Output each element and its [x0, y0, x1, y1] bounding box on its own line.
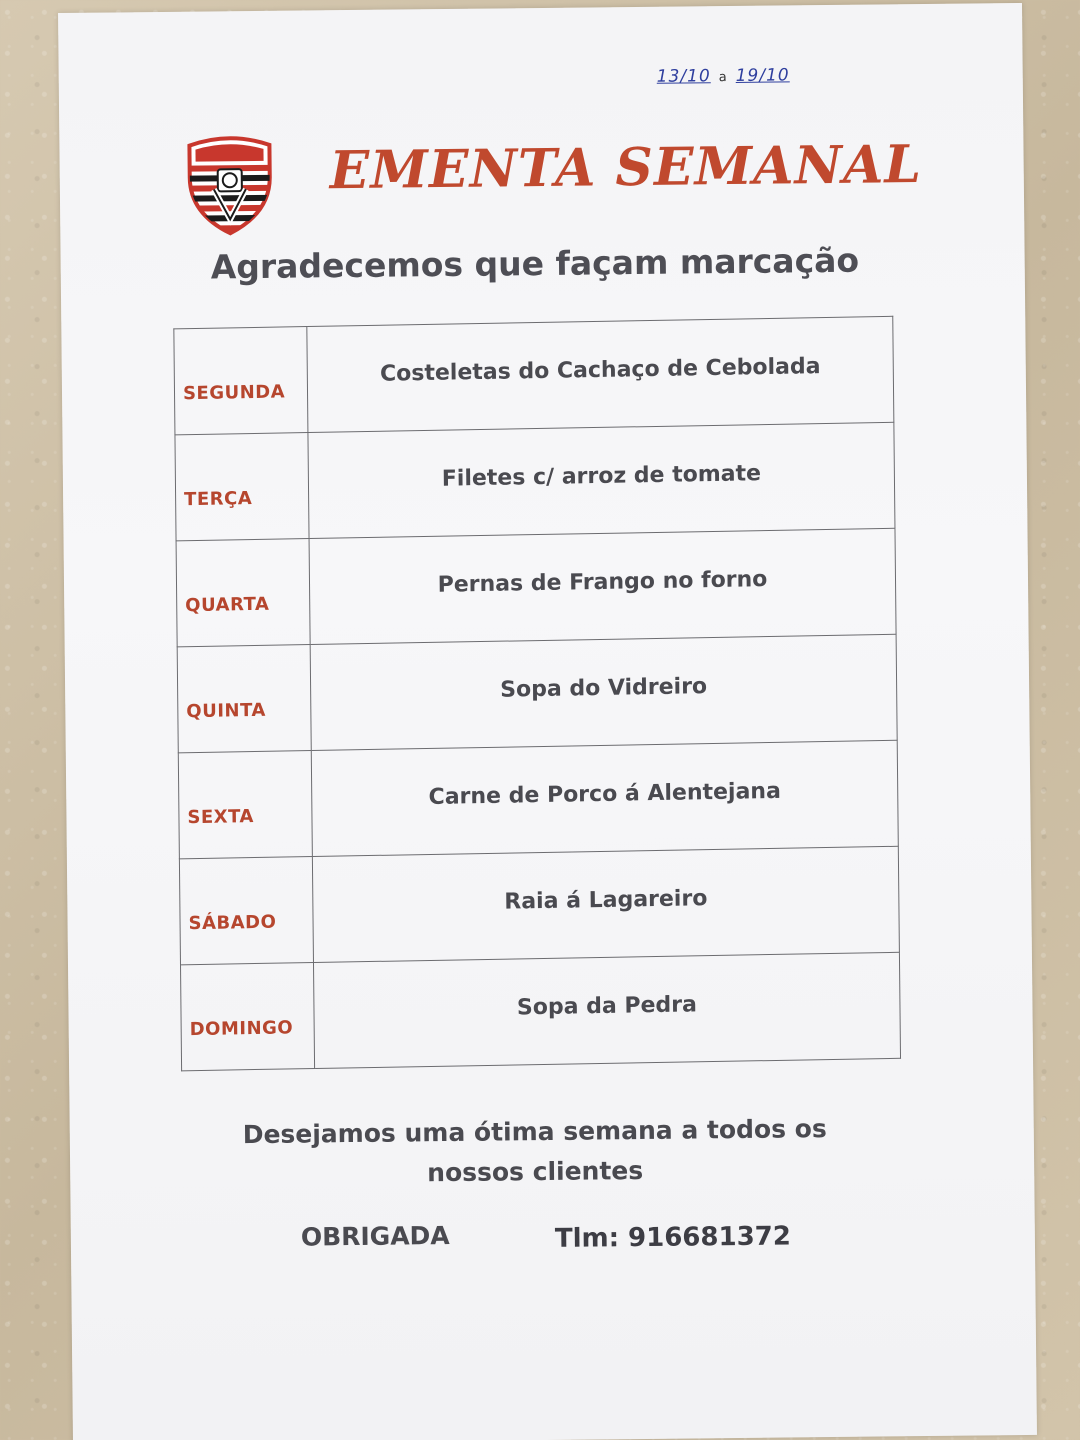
menu-row	[174, 316, 894, 435]
menu-row	[178, 740, 898, 859]
weekly-menu-table	[173, 316, 901, 1072]
date-from: 13/10	[656, 66, 711, 87]
menu-day-label: QUARTA	[176, 539, 310, 647]
menu-row	[175, 422, 895, 541]
handwritten-date-range	[657, 65, 790, 86]
phone-number: Tlm: 916681372	[554, 1221, 792, 1254]
closing-message-line: nossos clientes	[427, 1155, 644, 1188]
closing-message-line: Desejamos uma ótima semana a todos os	[242, 1114, 827, 1150]
date-to: 19/10	[735, 65, 790, 86]
menu-row	[177, 634, 897, 753]
menu-row	[180, 952, 900, 1071]
menu-row	[179, 846, 899, 965]
thanks-text: OBRIGADA	[300, 1221, 450, 1252]
menu-dish: Sopa do Vidreiro	[310, 634, 897, 750]
menu-dish: Costeletas do Cachaço de Cebolada	[307, 316, 894, 432]
paper-sheet	[58, 3, 1037, 1440]
menu-row	[176, 528, 896, 647]
menu-dish: Raia á Lagareiro	[312, 846, 899, 962]
menu-day-label: SÁBADO	[179, 857, 313, 965]
menu-dish: Sopa da Pedra	[313, 952, 900, 1068]
menu-dish: Carne de Porco á Alentejana	[311, 740, 898, 856]
date-separator: a	[718, 70, 728, 86]
menu-dish: Filetes c/ arroz de tomate	[308, 422, 895, 538]
closing-message	[220, 1109, 851, 1196]
club-crest-icon	[183, 129, 276, 238]
menu-day-label: DOMINGO	[180, 963, 314, 1071]
menu-day-label: TERÇA	[175, 433, 309, 541]
menu-day-label: SEXTA	[178, 751, 312, 859]
booking-note: Agradecemos que façam marcação	[210, 240, 860, 287]
menu-day-label: QUINTA	[177, 645, 311, 753]
menu-day-label: SEGUNDA	[174, 327, 308, 435]
menu-dish: Pernas de Frango no forno	[309, 528, 896, 644]
page-title: EMENTA SEMANAL	[329, 134, 923, 202]
